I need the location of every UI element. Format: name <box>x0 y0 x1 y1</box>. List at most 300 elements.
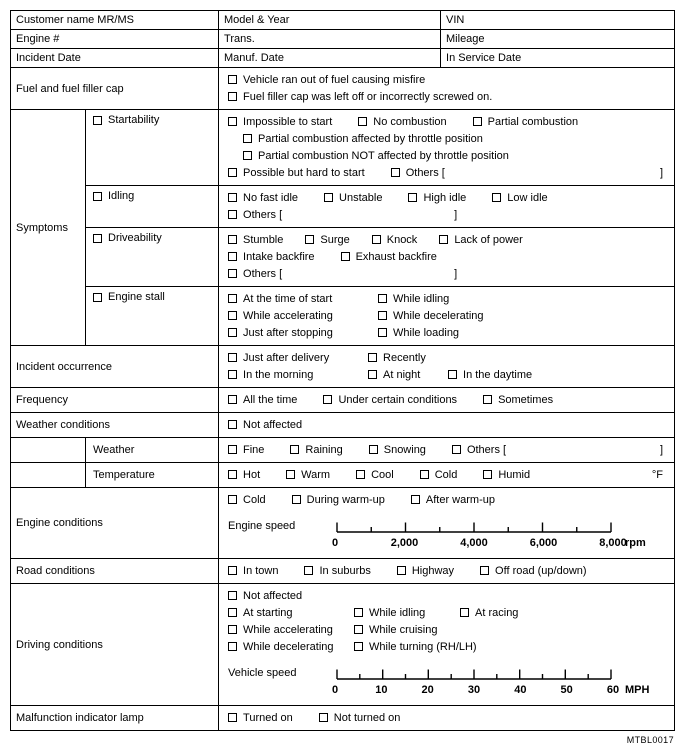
bracket-close: ] <box>454 267 458 280</box>
vehicle-speed-scale <box>228 666 665 699</box>
checkbox[interactable] <box>228 642 237 651</box>
checkbox-item[interactable] <box>228 310 378 322</box>
table-row <box>11 463 675 488</box>
checkbox[interactable] <box>228 395 237 404</box>
checkbox-label: Startability <box>108 114 160 126</box>
checkbox[interactable] <box>228 210 237 219</box>
checkbox-label: Impossible to start <box>243 115 333 128</box>
checkbox[interactable] <box>228 608 237 617</box>
frequency-options <box>219 388 675 413</box>
table-row <box>11 287 675 346</box>
checkbox-label: While turning (RH/LH) <box>369 640 477 653</box>
checkbox[interactable] <box>228 353 237 362</box>
checkbox-label: Partial combustion NOT affected by throttle position <box>258 149 509 162</box>
checkbox[interactable] <box>243 151 252 160</box>
checkbox-label: Under certain conditions <box>338 393 458 406</box>
checkbox-label: While idling <box>369 606 426 619</box>
checkbox-item[interactable] <box>483 469 530 481</box>
bracket-close: ] <box>659 443 664 456</box>
checkbox-label: Unstable <box>339 191 383 204</box>
weather-not-affected <box>219 413 675 438</box>
checkbox-label: At starting <box>243 606 293 619</box>
scale-unit: MPH <box>625 684 650 696</box>
checkbox-line <box>228 441 665 458</box>
checkbox[interactable] <box>228 269 237 278</box>
scale-label: 0 <box>331 537 339 549</box>
checkbox-item[interactable] <box>356 469 394 481</box>
checkbox[interactable] <box>391 168 400 177</box>
checkbox[interactable] <box>483 395 492 404</box>
checkbox[interactable] <box>93 116 102 125</box>
checkbox-line <box>228 604 665 621</box>
idling-options <box>219 186 675 228</box>
checkbox-label: Engine stall <box>108 291 165 303</box>
checkbox-item[interactable] <box>228 293 378 305</box>
table-row <box>11 30 675 49</box>
row-label-symptoms: Symptoms <box>11 110 86 346</box>
checkbox[interactable] <box>358 117 367 126</box>
row-label-incident-occurrence: Incident occurrence <box>11 346 219 388</box>
checkbox-item[interactable] <box>243 150 509 162</box>
checkbox-line <box>228 416 665 433</box>
checkbox-item[interactable] <box>368 352 665 364</box>
checkbox-item[interactable] <box>448 369 665 381</box>
scale-label: 2,000 <box>390 537 419 549</box>
checkbox-item[interactable] <box>290 444 342 456</box>
checkbox-item[interactable] <box>228 251 315 263</box>
checkbox-item[interactable] <box>372 234 418 246</box>
checkbox[interactable] <box>228 370 237 379</box>
scale-label: 0 <box>331 684 339 696</box>
checkbox[interactable] <box>324 193 333 202</box>
checkbox[interactable] <box>473 117 482 126</box>
checkbox[interactable] <box>378 311 387 320</box>
row-label-road-conditions: Road conditions <box>11 559 219 584</box>
field-model-year: Model & Year <box>219 11 441 30</box>
checkbox-item[interactable] <box>452 444 506 456</box>
row-label-weather: Weather <box>86 438 219 463</box>
checkbox-label: Vehicle ran out of fuel causing misfire <box>243 73 426 86</box>
table-row <box>11 110 675 186</box>
ruler-labels <box>331 684 650 699</box>
checkbox-label: All the time <box>243 393 298 406</box>
field-incident-date: Incident Date <box>11 49 219 68</box>
checkbox[interactable] <box>290 445 299 454</box>
row-label-fuel: Fuel and fuel filler cap <box>11 68 219 110</box>
checkbox[interactable] <box>304 566 313 575</box>
checkbox-label: Sometimes <box>498 393 554 406</box>
checkbox-line <box>228 231 665 248</box>
checkbox-item[interactable] <box>378 293 665 305</box>
checkbox[interactable] <box>341 252 350 261</box>
checkbox-label: In the daytime <box>463 368 533 381</box>
checkbox-label: In suburbs <box>319 564 371 577</box>
checkbox-item[interactable] <box>228 369 368 381</box>
ruler-graphic <box>335 519 613 533</box>
field-mileage: Mileage <box>441 30 675 49</box>
checkbox[interactable] <box>228 168 237 177</box>
form-code: MTBL0017 <box>626 735 674 745</box>
scale-caption: Engine speed <box>228 520 296 532</box>
fuel-options <box>219 68 675 110</box>
checkbox[interactable] <box>439 235 448 244</box>
checkbox-label: Hot <box>243 468 261 481</box>
checkbox-line <box>228 391 665 408</box>
weather-conditions-spacer <box>11 438 86 463</box>
checkbox-item[interactable] <box>228 234 283 246</box>
startability-options <box>219 110 675 186</box>
checkbox-label: Just after stopping <box>243 326 333 339</box>
checkbox[interactable] <box>93 234 102 243</box>
checkbox-line <box>228 189 665 206</box>
weather-conditions-spacer <box>11 463 86 488</box>
checkbox[interactable] <box>305 235 314 244</box>
checkbox-label: Cool <box>371 468 394 481</box>
checkbox-label: Stumble <box>243 233 284 246</box>
checkbox-item[interactable] <box>483 394 553 406</box>
checkbox-item[interactable] <box>319 712 401 724</box>
checkbox-label: No fast idle <box>243 191 299 204</box>
table-row <box>11 438 675 463</box>
checkbox-label: In town <box>243 564 279 577</box>
checkbox-item[interactable] <box>228 91 492 103</box>
checkbox-line <box>228 562 665 579</box>
checkbox-label: Partial combustion affected by throttle position <box>258 132 483 145</box>
checkbox[interactable] <box>354 642 363 651</box>
checkbox-item[interactable] <box>228 565 278 577</box>
scale-label: 8,000 <box>599 537 627 549</box>
checkbox-label: Warm <box>301 468 331 481</box>
checkbox[interactable] <box>323 395 332 404</box>
checkbox-label: After warm-up <box>425 493 495 506</box>
checkbox-item[interactable] <box>397 565 454 577</box>
checkbox-line <box>228 88 665 105</box>
checkbox-label: Fine <box>243 443 265 456</box>
checkbox-line <box>228 638 665 655</box>
checkbox-label: Knock <box>386 233 418 246</box>
checkbox-label: Not turned on <box>333 711 401 724</box>
scale-label: 50 <box>560 684 573 696</box>
checkbox-item[interactable] <box>480 565 587 577</box>
checkbox[interactable] <box>228 713 237 722</box>
checkbox[interactable] <box>93 293 102 302</box>
checkbox-label: Not affected <box>243 589 303 602</box>
checkbox[interactable] <box>228 625 237 634</box>
checkbox[interactable] <box>228 117 237 126</box>
checkbox-label: Cold <box>243 493 266 506</box>
checkbox[interactable] <box>368 353 377 362</box>
checkbox[interactable] <box>492 193 501 202</box>
checkbox-item[interactable] <box>228 74 425 86</box>
table-row <box>11 11 675 30</box>
checkbox-item[interactable] <box>228 641 354 653</box>
engine-conditions-options <box>219 488 675 559</box>
row-label-engine-conditions: Engine conditions <box>11 488 219 559</box>
scale-label: 30 <box>467 684 481 696</box>
checkbox-item[interactable] <box>93 232 162 244</box>
row-label-weather-conditions: Weather conditions <box>11 413 219 438</box>
checkbox[interactable] <box>452 445 461 454</box>
table-row <box>11 186 675 228</box>
incident-occurrence-options <box>219 346 675 388</box>
mil-options <box>219 706 675 731</box>
checkbox-label: While cruising <box>369 623 438 636</box>
checkbox-item[interactable] <box>228 419 302 431</box>
checkbox-item[interactable] <box>460 607 665 619</box>
checkbox-label: Others [ <box>243 208 283 221</box>
table-row <box>11 413 675 438</box>
checkbox-item[interactable] <box>228 352 368 364</box>
checkbox-label: Recently <box>383 351 426 364</box>
checkbox-label: Idling <box>108 190 135 202</box>
driveability-options <box>219 228 675 287</box>
checkbox-label: Cold <box>434 468 458 481</box>
checkbox-label: While decelerating <box>393 309 484 322</box>
checkbox-item[interactable] <box>228 624 354 636</box>
checkbox-item[interactable] <box>228 268 282 280</box>
diagnostic-worksheet-table <box>10 10 675 731</box>
field-manuf-date: Manuf. Date <box>219 49 441 68</box>
field-in-service-date: In Service Date <box>441 49 675 68</box>
field-customer-name: Customer name MR/MS <box>11 11 219 30</box>
scale-caption: Vehicle speed <box>228 667 297 679</box>
checkbox-item[interactable] <box>358 116 446 128</box>
checkbox-line <box>228 491 665 508</box>
checkbox-item[interactable] <box>228 444 264 456</box>
checkbox-item[interactable] <box>93 190 134 202</box>
checkbox[interactable] <box>286 470 295 479</box>
table-row <box>11 706 675 731</box>
checkbox-label: Intake backfire <box>243 250 315 263</box>
checkbox-label: Exhaust backfire <box>355 250 437 263</box>
table-row <box>11 49 675 68</box>
checkbox[interactable] <box>354 625 363 634</box>
checkbox-label: At night <box>383 368 421 381</box>
scale-label: 4,000 <box>460 537 488 549</box>
checkbox-item[interactable] <box>228 327 378 339</box>
checkbox[interactable] <box>397 566 406 575</box>
checkbox[interactable] <box>93 192 102 201</box>
checkbox-item[interactable] <box>228 116 332 128</box>
checkbox-item[interactable] <box>439 234 522 246</box>
checkbox-label: Low idle <box>507 191 548 204</box>
checkbox-label: Fuel filler cap was left off or incorrectly screwed on. <box>243 90 493 103</box>
checkbox[interactable] <box>228 591 237 600</box>
scale-label: 6,000 <box>529 537 558 549</box>
engine-speed-ruler <box>331 519 646 552</box>
checkbox[interactable] <box>292 495 301 504</box>
checkbox-label: During warm-up <box>306 493 385 506</box>
checkbox-item[interactable] <box>228 209 282 221</box>
checkbox-line <box>228 324 665 341</box>
checkbox-item[interactable] <box>228 469 260 481</box>
checkbox-item[interactable] <box>354 607 460 619</box>
checkbox[interactable] <box>408 193 417 202</box>
checkbox-item[interactable] <box>391 167 445 179</box>
checkbox[interactable] <box>228 252 237 261</box>
checkbox-label: Possible but hard to start <box>243 166 365 179</box>
symptom-idling-cell <box>86 186 219 228</box>
vehicle-speed-ruler <box>331 666 650 699</box>
checkbox[interactable] <box>448 370 457 379</box>
checkbox[interactable] <box>228 470 237 479</box>
checkbox-item[interactable] <box>492 192 547 204</box>
checkbox[interactable] <box>356 470 365 479</box>
ruler-labels <box>331 537 646 552</box>
checkbox-item[interactable] <box>228 192 298 204</box>
road-conditions-options <box>219 559 675 584</box>
checkbox-label: At the time of start <box>243 292 333 305</box>
checkbox[interactable] <box>372 235 381 244</box>
checkbox[interactable] <box>228 328 237 337</box>
checkbox-line <box>228 621 665 638</box>
checkbox-line <box>228 248 665 265</box>
checkbox-line <box>228 71 665 88</box>
checkbox-item[interactable] <box>93 114 159 126</box>
checkbox[interactable] <box>228 75 237 84</box>
checkbox-item[interactable] <box>411 494 495 506</box>
scale-label: 20 <box>421 684 434 696</box>
checkbox-item[interactable] <box>420 469 458 481</box>
checkbox[interactable] <box>411 495 420 504</box>
checkbox-item[interactable] <box>228 712 293 724</box>
checkbox-item[interactable] <box>408 192 466 204</box>
checkbox[interactable] <box>319 713 328 722</box>
bracket-close: ] <box>454 208 458 221</box>
engine-stall-options <box>219 287 675 346</box>
checkbox[interactable] <box>243 134 252 143</box>
checkbox[interactable] <box>354 608 363 617</box>
symptom-driveability-cell <box>86 228 219 287</box>
scale-label: 60 <box>606 684 620 696</box>
checkbox-label: Not affected <box>243 418 303 431</box>
checkbox-item[interactable] <box>243 133 483 145</box>
checkbox-label: In the morning <box>243 368 314 381</box>
checkbox[interactable] <box>378 294 387 303</box>
checkbox-item[interactable] <box>378 310 665 322</box>
symptom-startability-cell <box>86 110 219 186</box>
row-label-frequency: Frequency <box>11 388 219 413</box>
checkbox[interactable] <box>228 495 237 504</box>
checkbox[interactable] <box>378 328 387 337</box>
checkbox-line <box>228 709 665 726</box>
checkbox-item[interactable] <box>292 494 385 506</box>
checkbox[interactable] <box>228 445 237 454</box>
checkbox-line <box>228 366 665 383</box>
checkbox-line <box>228 113 665 130</box>
row-label-temperature: Temperature <box>86 463 219 488</box>
checkbox-item[interactable] <box>305 234 349 246</box>
checkbox-item[interactable] <box>323 394 457 406</box>
checkbox-label: Surge <box>320 233 350 246</box>
driving-conditions-options <box>219 584 675 706</box>
checkbox-item[interactable] <box>341 251 437 263</box>
checkbox-item[interactable] <box>304 565 370 577</box>
checkbox-label: Snowing <box>383 443 426 456</box>
table-row <box>11 584 675 706</box>
temperature-options <box>219 463 675 488</box>
checkbox-label: While accelerating <box>243 623 333 636</box>
checkbox-item[interactable] <box>354 624 460 636</box>
scale-label: 10 <box>375 684 388 696</box>
checkbox-item[interactable] <box>368 369 448 381</box>
symptom-engine-stall-cell <box>86 287 219 346</box>
checkbox-label: While loading <box>393 326 460 339</box>
scale-label: 40 <box>514 684 527 696</box>
checkbox-label: Off road (up/down) <box>495 564 587 577</box>
checkbox-item[interactable] <box>324 192 382 204</box>
table-row <box>11 228 675 287</box>
checkbox-label: High idle <box>423 191 467 204</box>
checkbox[interactable] <box>228 92 237 101</box>
checkbox-label: Humid <box>498 468 531 481</box>
checkbox-item[interactable] <box>369 444 426 456</box>
table-row <box>11 488 675 559</box>
checkbox[interactable] <box>228 420 237 429</box>
checkbox-item[interactable] <box>228 494 266 506</box>
checkbox-label: While accelerating <box>243 309 333 322</box>
checkbox-line <box>228 349 665 366</box>
checkbox-label: At racing <box>475 606 519 619</box>
checkbox-item[interactable] <box>228 607 354 619</box>
checkbox[interactable] <box>369 445 378 454</box>
checkbox-label: Partial combustion <box>487 115 579 128</box>
checkbox-line <box>228 164 665 181</box>
checkbox-label: Driveability <box>108 232 162 244</box>
checkbox-line <box>228 587 665 604</box>
checkbox-item[interactable] <box>286 469 330 481</box>
checkbox-label: Raining <box>305 443 343 456</box>
checkbox-label: While decelerating <box>243 640 334 653</box>
checkbox[interactable] <box>368 370 377 379</box>
checkbox-label: Highway <box>411 564 455 577</box>
checkbox-label: Turned on <box>243 711 293 724</box>
checkbox[interactable] <box>420 470 429 479</box>
checkbox-item[interactable] <box>473 116 579 128</box>
table-row <box>11 559 675 584</box>
row-label-mil: Malfunction indicator lamp <box>11 706 219 731</box>
checkbox-item[interactable] <box>93 291 165 303</box>
checkbox[interactable] <box>483 470 492 479</box>
checkbox-label: Just after delivery <box>243 351 330 364</box>
checkbox[interactable] <box>228 235 237 244</box>
checkbox-item[interactable] <box>228 590 302 602</box>
checkbox-label: No combustion <box>373 115 447 128</box>
checkbox-line <box>243 147 665 164</box>
checkbox-item[interactable] <box>378 327 665 339</box>
checkbox[interactable] <box>228 294 237 303</box>
checkbox[interactable] <box>480 566 489 575</box>
checkbox-item[interactable] <box>228 394 297 406</box>
table-row <box>11 388 675 413</box>
table-row <box>11 68 675 110</box>
checkbox-line <box>228 307 665 324</box>
scale-unit: rpm <box>625 537 646 549</box>
table-row <box>11 346 675 388</box>
checkbox[interactable] <box>228 566 237 575</box>
engine-speed-scale <box>228 519 665 552</box>
checkbox[interactable] <box>228 193 237 202</box>
checkbox[interactable] <box>228 311 237 320</box>
checkbox-line <box>228 290 665 307</box>
field-engine-number: Engine # <box>11 30 219 49</box>
checkbox-line <box>228 206 665 223</box>
checkbox[interactable] <box>460 608 469 617</box>
checkbox-item[interactable] <box>228 167 365 179</box>
checkbox-item[interactable] <box>354 640 477 653</box>
ruler-graphic <box>335 666 613 680</box>
checkbox-label: Others [ <box>243 267 283 280</box>
